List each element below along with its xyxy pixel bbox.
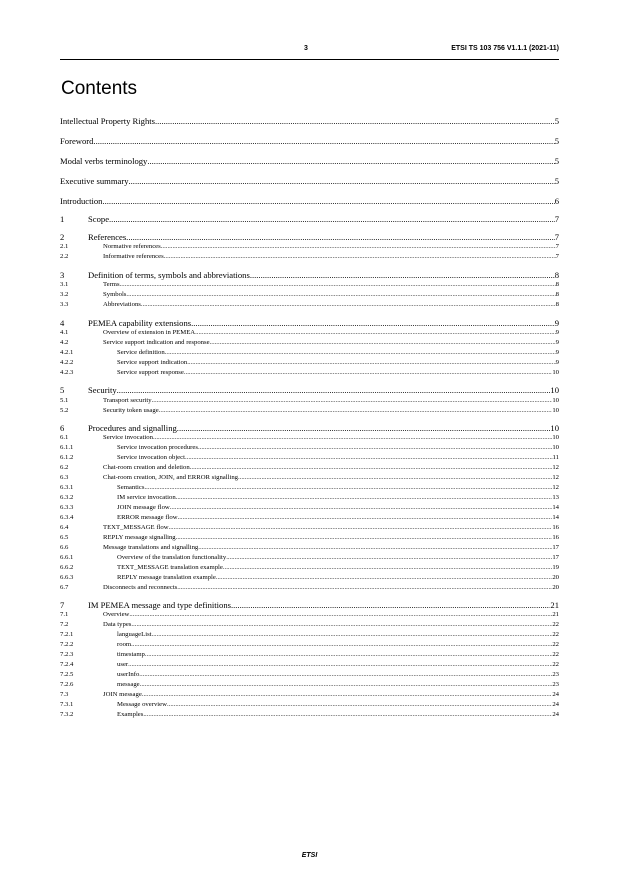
toc-entry-page: 22	[552, 661, 559, 669]
toc-entry[interactable]	[60, 483, 559, 493]
footer-logo-text: ETSI	[301, 852, 318, 859]
toc-leader-dots	[169, 523, 553, 530]
toc-entry-page: 20	[552, 573, 559, 581]
toc-entry-page: 7	[554, 213, 559, 224]
toc-entry[interactable]	[60, 710, 559, 720]
toc-leader-dots	[152, 396, 553, 403]
toc-entry-title: PEMEA capability extensions	[88, 317, 192, 328]
toc-leader-dots	[159, 406, 553, 413]
toc-leader-dots	[120, 280, 556, 287]
toc-entry[interactable]	[60, 503, 559, 513]
toc-entry-number: 6.3.1	[60, 484, 74, 492]
toc-entry-number: 7.2.2	[60, 641, 74, 649]
toc-entry[interactable]	[60, 233, 559, 242]
toc-entry[interactable]	[60, 650, 559, 660]
toc-entry[interactable]	[60, 137, 559, 146]
toc-entry-page: 23	[552, 681, 559, 689]
toc-entry-title: Symbols	[103, 291, 127, 299]
toc-entry-page: 10	[552, 444, 559, 452]
toc-entry-title: Introduction	[60, 195, 103, 206]
toc-entry[interactable]	[60, 338, 559, 348]
toc-entry-title: Data types	[103, 621, 132, 629]
toc-entry-title: Transport security	[103, 396, 152, 404]
toc-entry[interactable]	[60, 396, 559, 406]
toc-leader-dots	[128, 660, 552, 667]
toc-leader-dots	[139, 670, 552, 677]
toc-entry-title: Message translations and signalling	[103, 543, 199, 551]
toc-entry-number: 6.6.2	[60, 563, 74, 571]
toc-entry[interactable]	[60, 660, 559, 670]
toc-leader-dots	[195, 328, 556, 335]
toc-entry[interactable]	[60, 601, 559, 610]
toc-entry-number: 4.2.2	[60, 358, 74, 366]
toc-entry-number: 6.1.2	[60, 454, 74, 462]
toc-entry-number: 6.3.2	[60, 494, 74, 502]
toc-entry-number: 6.3.4	[60, 513, 74, 521]
toc-leader-dots	[141, 300, 556, 307]
toc-entry[interactable]	[60, 543, 559, 553]
toc-entry-page: 21	[552, 611, 559, 619]
toc-entry[interactable]	[60, 690, 559, 700]
toc-entry-number: 6.4	[60, 523, 69, 531]
toc-entry-title: Overview of extension in PEMEA	[103, 328, 196, 336]
toc-entry-number: 6.6	[60, 543, 69, 551]
toc-leader-dots	[187, 358, 555, 365]
toc-entry[interactable]	[60, 368, 559, 378]
toc-entry-title: Scope	[88, 213, 110, 224]
toc-entry[interactable]	[60, 453, 559, 463]
toc-leader-dots	[223, 563, 552, 570]
toc-entry-page: 17	[552, 553, 559, 561]
toc-leader-dots	[93, 137, 554, 146]
toc-entry[interactable]	[60, 117, 559, 126]
toc-entry-number: 3	[60, 269, 65, 280]
toc-entry-title: Intellectual Property Rights	[60, 116, 155, 126]
toc-entry[interactable]	[60, 700, 559, 710]
toc-entry-title: Service support indication	[117, 358, 188, 366]
toc-entry-page: 21	[550, 600, 559, 611]
page-number: 3	[304, 45, 308, 52]
header-rule	[60, 59, 559, 60]
toc-entry-number: 2.1	[60, 243, 69, 251]
toc-entry-title: timestamp	[117, 651, 145, 659]
toc-leader-dots	[140, 680, 553, 687]
toc-leader-dots	[161, 242, 556, 249]
toc-leader-dots	[176, 493, 553, 500]
toc-entry-title: Executive summary	[60, 175, 129, 186]
toc-entry-number: 7.3.2	[60, 710, 74, 718]
toc-entry-page: 23	[552, 671, 559, 679]
toc-entry[interactable]	[60, 533, 559, 543]
toc-leader-dots	[238, 473, 552, 480]
toc-entry[interactable]	[60, 197, 559, 206]
toc-leader-dots	[164, 252, 556, 259]
toc-entry-number: 4.2	[60, 338, 69, 346]
toc-entry-title: Service invocation procedures	[117, 444, 198, 452]
toc-entry-page: 16	[552, 533, 559, 541]
toc-entry-number: 3.1	[60, 281, 69, 289]
toc-entry-number: 4.1	[60, 328, 69, 336]
toc-entry-page: 17	[552, 543, 559, 551]
toc-entry-title: ERROR message flow	[117, 513, 178, 521]
toc-entry-title: Normative references	[103, 243, 161, 251]
toc-leader-dots	[117, 386, 551, 395]
toc-entry-number: 7	[60, 600, 65, 611]
toc-entry[interactable]	[60, 443, 559, 453]
toc-entry-page: 5	[554, 175, 559, 186]
toc-leader-dots	[109, 215, 555, 224]
toc-entry-page: 14	[552, 504, 559, 512]
toc-entry-page: 7	[555, 243, 559, 251]
toc-entry-number: 7.1	[60, 611, 69, 619]
toc-entry-number: 6.3	[60, 474, 69, 482]
toc-entry-page: 10	[552, 434, 559, 442]
toc-leader-dots	[167, 700, 552, 707]
toc-entry-number: 7.2.3	[60, 651, 74, 659]
toc-entry-number: 5	[60, 385, 65, 396]
toc-entry-number: 4.2.3	[60, 368, 74, 376]
toc-leader-dots	[177, 424, 551, 433]
toc-entry-page: 9	[555, 358, 559, 366]
toc-leader-dots	[143, 710, 552, 717]
toc-leader-dots	[147, 157, 554, 166]
toc-entry-number: 6.6.3	[60, 573, 74, 581]
toc-entry[interactable]	[60, 433, 559, 443]
toc-entry[interactable]	[60, 271, 559, 280]
toc-entry-title: IM service invocation	[117, 494, 176, 502]
toc-leader-dots	[142, 690, 552, 697]
toc-entry-title: Chat-room creation, JOIN, and ERROR signalling	[103, 474, 239, 482]
toc-leader-dots	[178, 513, 553, 520]
toc-leader-dots	[190, 463, 553, 470]
toc-entry-title: Security token usage	[103, 406, 159, 414]
toc-entry-page: 20	[552, 583, 559, 591]
toc-entry-title: Message overview	[117, 700, 167, 708]
toc-entry[interactable]	[60, 406, 559, 416]
toc-entry[interactable]	[60, 553, 559, 563]
toc-entry[interactable]	[60, 640, 559, 650]
toc-entry-number: 7.2.6	[60, 681, 74, 689]
toc-entry-title: Abbreviations	[103, 301, 141, 309]
toc-entry-title: Definition of terms, symbols and abbreviations	[88, 269, 250, 280]
toc-entry-title: Informative references	[103, 253, 164, 261]
toc-entry-page: 9	[554, 317, 559, 328]
toc-leader-dots	[165, 348, 556, 355]
toc-entry-page: 24	[552, 710, 559, 718]
toc-leader-dots	[198, 443, 552, 450]
toc-entry-number: 6.7	[60, 583, 69, 591]
toc-entry-page: 7	[554, 231, 559, 242]
toc-entry-page: 16	[552, 523, 559, 531]
toc-entry[interactable]	[60, 463, 559, 473]
toc-entry-title: Service support response	[117, 368, 184, 376]
toc-leader-dots	[231, 601, 550, 610]
toc-entry-page: 10	[552, 406, 559, 414]
toc-entry[interactable]	[60, 290, 559, 300]
toc-entry[interactable]	[60, 680, 559, 690]
toc-entry[interactable]	[60, 424, 559, 433]
toc-entry-title: JOIN message	[103, 690, 142, 698]
toc-entry-title: REPLY message signalling	[103, 533, 176, 541]
toc-entry-title: languageList	[117, 631, 152, 639]
toc-entry[interactable]	[60, 215, 559, 224]
toc-leader-dots	[216, 573, 553, 580]
toc-entry-number: 6.1	[60, 434, 69, 442]
toc-entry-number: 7.2.1	[60, 631, 74, 639]
toc-leader-dots	[131, 640, 552, 647]
toc-leader-dots	[155, 117, 555, 126]
toc-entry-title: user	[117, 661, 129, 669]
toc-entry[interactable]	[60, 348, 559, 358]
toc-entry-number: 6.1.1	[60, 444, 74, 452]
toc-entry-title: Security	[88, 385, 117, 396]
toc-entry-number: 7.2	[60, 621, 69, 629]
toc-entry-title: message	[117, 681, 140, 689]
toc-entry-page: 22	[552, 651, 559, 659]
toc-entry-title: Chat-room creation and deletion	[103, 464, 190, 472]
toc-leader-dots	[129, 177, 555, 186]
toc-entry-page: 24	[552, 700, 559, 708]
toc-entry[interactable]	[60, 620, 559, 630]
toc-entry-title: TEXT_MESSAGE flow	[103, 523, 169, 531]
toc-entry-title: Procedures and signalling	[88, 423, 177, 434]
toc-entry-page: 10	[552, 396, 559, 404]
toc-entry-number: 7.3	[60, 690, 69, 698]
toc-entry[interactable]	[60, 563, 559, 573]
toc-entry-number: 7.2.4	[60, 661, 74, 669]
toc-entry[interactable]	[60, 573, 559, 583]
toc-entry-page: 8	[555, 291, 559, 299]
toc-entry[interactable]	[60, 513, 559, 523]
toc-entry-title: Service definition	[117, 348, 165, 356]
toc-leader-dots	[126, 233, 555, 242]
toc-entry-page: 8	[555, 281, 559, 289]
toc-entry-page: 22	[552, 621, 559, 629]
toc-entry-title: userInfo	[117, 671, 140, 679]
toc-entry-number: 5.1	[60, 396, 69, 404]
toc-entry-number: 2	[60, 231, 65, 242]
toc-entry-page: 9	[555, 338, 559, 346]
toc-entry[interactable]	[60, 242, 559, 252]
toc-entry-number: 3.3	[60, 301, 69, 309]
toc-leader-dots	[191, 319, 555, 328]
toc-entry-page: 13	[552, 494, 559, 502]
toc-entry-page: 11	[552, 454, 559, 462]
toc-entry[interactable]	[60, 670, 559, 680]
toc-entry-title: Modal verbs terminology	[60, 155, 148, 166]
toc-entry-title: Service support indication and response	[103, 338, 210, 346]
toc-entry-title: Examples	[117, 710, 144, 718]
toc-entry-title: Overview of the translation functionality	[117, 553, 227, 561]
toc-leader-dots	[145, 650, 552, 657]
toc-leader-dots	[145, 483, 553, 490]
toc-entry[interactable]	[60, 300, 559, 310]
toc-leader-dots	[129, 610, 552, 617]
toc-leader-dots	[170, 503, 553, 510]
toc-leader-dots	[131, 620, 552, 627]
toc-entry-title: room	[117, 641, 132, 649]
toc-leader-dots	[250, 271, 555, 280]
toc-entry-page: 9	[555, 348, 559, 356]
toc-entry-number: 4	[60, 317, 65, 328]
toc-entry-page: 12	[552, 474, 559, 482]
toc-entry-page: 22	[552, 641, 559, 649]
toc-entry-page: 12	[552, 464, 559, 472]
toc-entry[interactable]	[60, 523, 559, 533]
toc-entry[interactable]	[60, 280, 559, 290]
toc-entry[interactable]	[60, 610, 559, 620]
toc-entry-number: 6.5	[60, 533, 69, 541]
toc-entry[interactable]	[60, 319, 559, 328]
toc-leader-dots	[102, 197, 554, 206]
toc-entry[interactable]	[60, 473, 559, 483]
toc-entry-page: 8	[555, 301, 559, 309]
toc-entry-title: Service invocation object	[117, 454, 185, 462]
toc-entry-page: 10	[550, 423, 559, 434]
toc-entry-number: 2.2	[60, 253, 69, 261]
toc-entry-page: 5	[554, 135, 559, 146]
toc-entry-title: Overview	[103, 611, 130, 619]
document-id: ETSI TS 103 756 V1.1.1 (2021-11)	[451, 45, 559, 52]
toc-entry-title: TEXT_MESSAGE translation example	[117, 563, 223, 571]
toc-leader-dots	[184, 368, 552, 375]
toc-entry[interactable]	[60, 630, 559, 640]
toc-leader-dots	[177, 583, 552, 590]
toc-entry-number: 7.3.1	[60, 700, 74, 708]
toc-entry[interactable]	[60, 386, 559, 395]
toc-entry[interactable]	[60, 583, 559, 593]
toc-entry-page: 8	[554, 269, 559, 280]
toc-entry-title: Disconnects and reconnects	[103, 583, 178, 591]
toc-entry-page: 5	[554, 116, 559, 126]
toc-leader-dots	[152, 630, 553, 637]
toc-leader-dots	[126, 290, 555, 297]
toc-entry[interactable]	[60, 493, 559, 503]
toc-entry[interactable]	[60, 328, 559, 338]
toc-leader-dots	[226, 553, 552, 560]
toc-entry-number: 3.2	[60, 291, 69, 299]
toc-entry[interactable]	[60, 358, 559, 368]
toc-leader-dots	[176, 533, 553, 540]
page-title: Contents	[61, 78, 138, 99]
toc-entry-title: Terms	[103, 281, 120, 289]
toc-entry-title: REPLY message translation example	[117, 573, 216, 581]
toc-entry-number: 7.2.5	[60, 671, 74, 679]
table-of-contents	[60, 117, 559, 720]
toc-entry-page: 24	[552, 690, 559, 698]
toc-entry-page: 10	[552, 368, 559, 376]
toc-entry-number: 6	[60, 423, 65, 434]
toc-entry-number: 1	[60, 213, 65, 224]
toc-entry[interactable]	[60, 252, 559, 262]
toc-entry-page: 5	[554, 155, 559, 166]
toc-entry-page: 22	[552, 631, 559, 639]
toc-entry-title: Service invocation	[103, 434, 153, 442]
toc-entry-page: 7	[555, 253, 559, 261]
toc-entry[interactable]	[60, 177, 559, 186]
toc-entry-number: 5.2	[60, 406, 69, 414]
toc-entry-number: 4.2.1	[60, 348, 74, 356]
toc-leader-dots	[153, 433, 552, 440]
toc-leader-dots	[210, 338, 556, 345]
toc-entry-page: 12	[552, 484, 559, 492]
toc-entry[interactable]	[60, 157, 559, 166]
toc-entry-page: 14	[552, 513, 559, 521]
toc-entry-page: 10	[550, 385, 559, 396]
toc-entry-number: 6.6.1	[60, 553, 74, 561]
toc-entry-title: IM PEMEA message and type definitions	[88, 600, 231, 611]
toc-entry-number: 6.3.3	[60, 504, 74, 512]
toc-entry-number: 6.2	[60, 464, 69, 472]
toc-entry-title: Semantics	[117, 484, 145, 492]
toc-entry-page: 9	[555, 328, 559, 336]
toc-entry-title: Foreword	[60, 135, 94, 146]
toc-entry-page: 19	[552, 563, 559, 571]
toc-leader-dots	[185, 453, 553, 460]
toc-entry-page: 6	[554, 195, 559, 206]
toc-entry-title: JOIN message flow	[117, 504, 170, 512]
toc-entry-title: References	[88, 231, 127, 242]
toc-leader-dots	[198, 543, 552, 550]
